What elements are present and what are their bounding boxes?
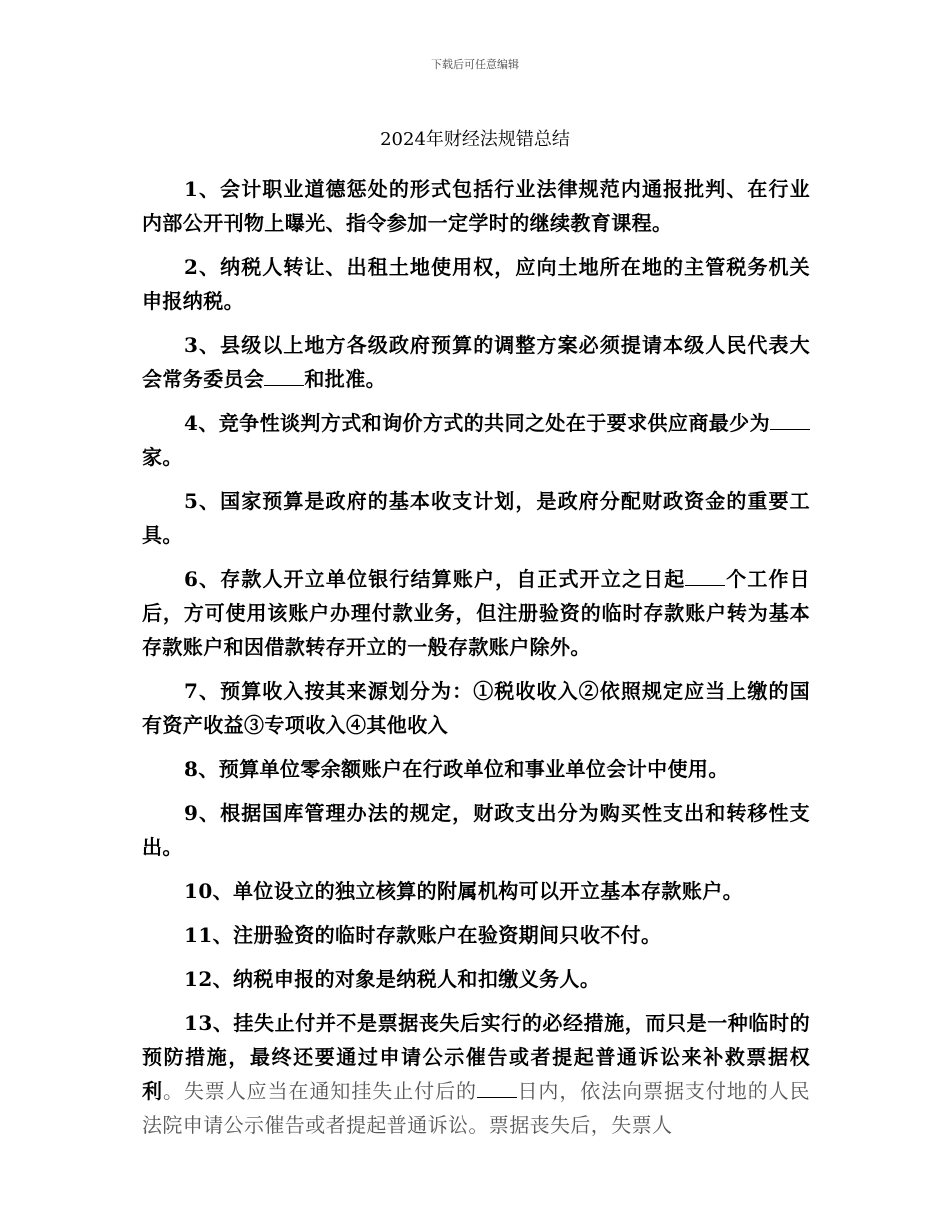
paragraph-3 <box>142 328 810 396</box>
paragraph-11 <box>142 918 810 952</box>
fill-in-blank <box>477 1079 517 1098</box>
document-body <box>142 172 810 1152</box>
paragraph-text: 7、预算收入按其来源划分为：①税收收入②依照规定应当上缴的国有资产收益③专项收入④其他收入 <box>142 679 810 737</box>
paragraph-text: 6、存款人开立单位银行结算账户，自正式开立之日起 <box>184 567 686 591</box>
paragraph-text: 8、预算单位零余额账户在行政单位和事业单位会计中使用。 <box>184 757 729 781</box>
paragraph-text: 2、纳税人转让、出租土地使用权，应向土地所在地的主管税务机关申报纳税。 <box>142 255 810 313</box>
paragraph-10 <box>142 874 810 908</box>
paragraph-text: 1、会计职业道德惩处的形式包括行业法律规范内通报批判、在行业内部公开刊物上曝光、指令参加一定学时的继续教育课程。 <box>142 177 810 235</box>
fill-in-blank <box>770 411 810 430</box>
paragraph-text: 和批准。 <box>304 367 387 391</box>
paragraph-text: 9、根据国库管理办法的规定，财政支出分为购买性支出和转移性支出。 <box>142 801 810 859</box>
paragraph-12 <box>142 962 810 996</box>
fill-in-blank <box>685 567 725 586</box>
paragraph-4 <box>142 406 810 474</box>
paragraph-text: 个工作日后，方可使用该账户办理付款业务，但注册验资的临时存款账户转为基本存款账户和因借款转存开立的一般存款账户除外。 <box>142 567 811 659</box>
document-title: 2024年财经法规错总结 <box>380 129 570 150</box>
paragraph-text: 5、国家预算是政府的基本收支计划，是政府分配财政资金的重要工具。 <box>142 489 810 547</box>
header-note: 下载后可任意编辑 <box>431 58 519 71</box>
paragraph-text: 4、竞争性谈判方式和询价方式的共同之处在于要求供应商最少为 <box>184 411 770 435</box>
paragraph-8 <box>142 752 810 786</box>
paragraph-text: 13、挂失止付并不是票据丧失后实行的必经措施，而只是一种临时的预防措施，最终还要通过申请公示催告或者提起普通诉讼来补救票据权利 <box>142 1011 810 1103</box>
fill-in-blank <box>264 367 304 386</box>
paragraph-2 <box>142 250 810 318</box>
paragraph-6 <box>142 562 810 664</box>
paragraph-text: 11、注册验资的临时存款账户在验资期间只收不付。 <box>184 923 662 947</box>
paragraph-text: 3、县级以上地方各级政府预算的调整方案必须提请本级人民代表大会常务委员会 <box>142 333 810 391</box>
paragraph-5 <box>142 484 810 552</box>
paragraph-9 <box>142 796 810 864</box>
paragraph-text: 。失票人应当在通知挂失止付后的 <box>162 1079 477 1103</box>
paragraph-text: 10、单位设立的独立核算的附属机构可以开立基本存款账户。 <box>184 879 744 903</box>
paragraph-text: 家。 <box>142 445 183 469</box>
paragraph-13 <box>142 1006 810 1142</box>
paragraph-text: 12、纳税申报的对象是纳税人和扣缴义务人。 <box>184 967 601 991</box>
paragraph-1 <box>142 172 810 240</box>
paragraph-7 <box>142 674 810 742</box>
paragraph-text: 日内，依法向票据支付地的人民法院申请公示催告或者提起普通诉讼。票据丧失后，失票人 <box>142 1079 810 1137</box>
